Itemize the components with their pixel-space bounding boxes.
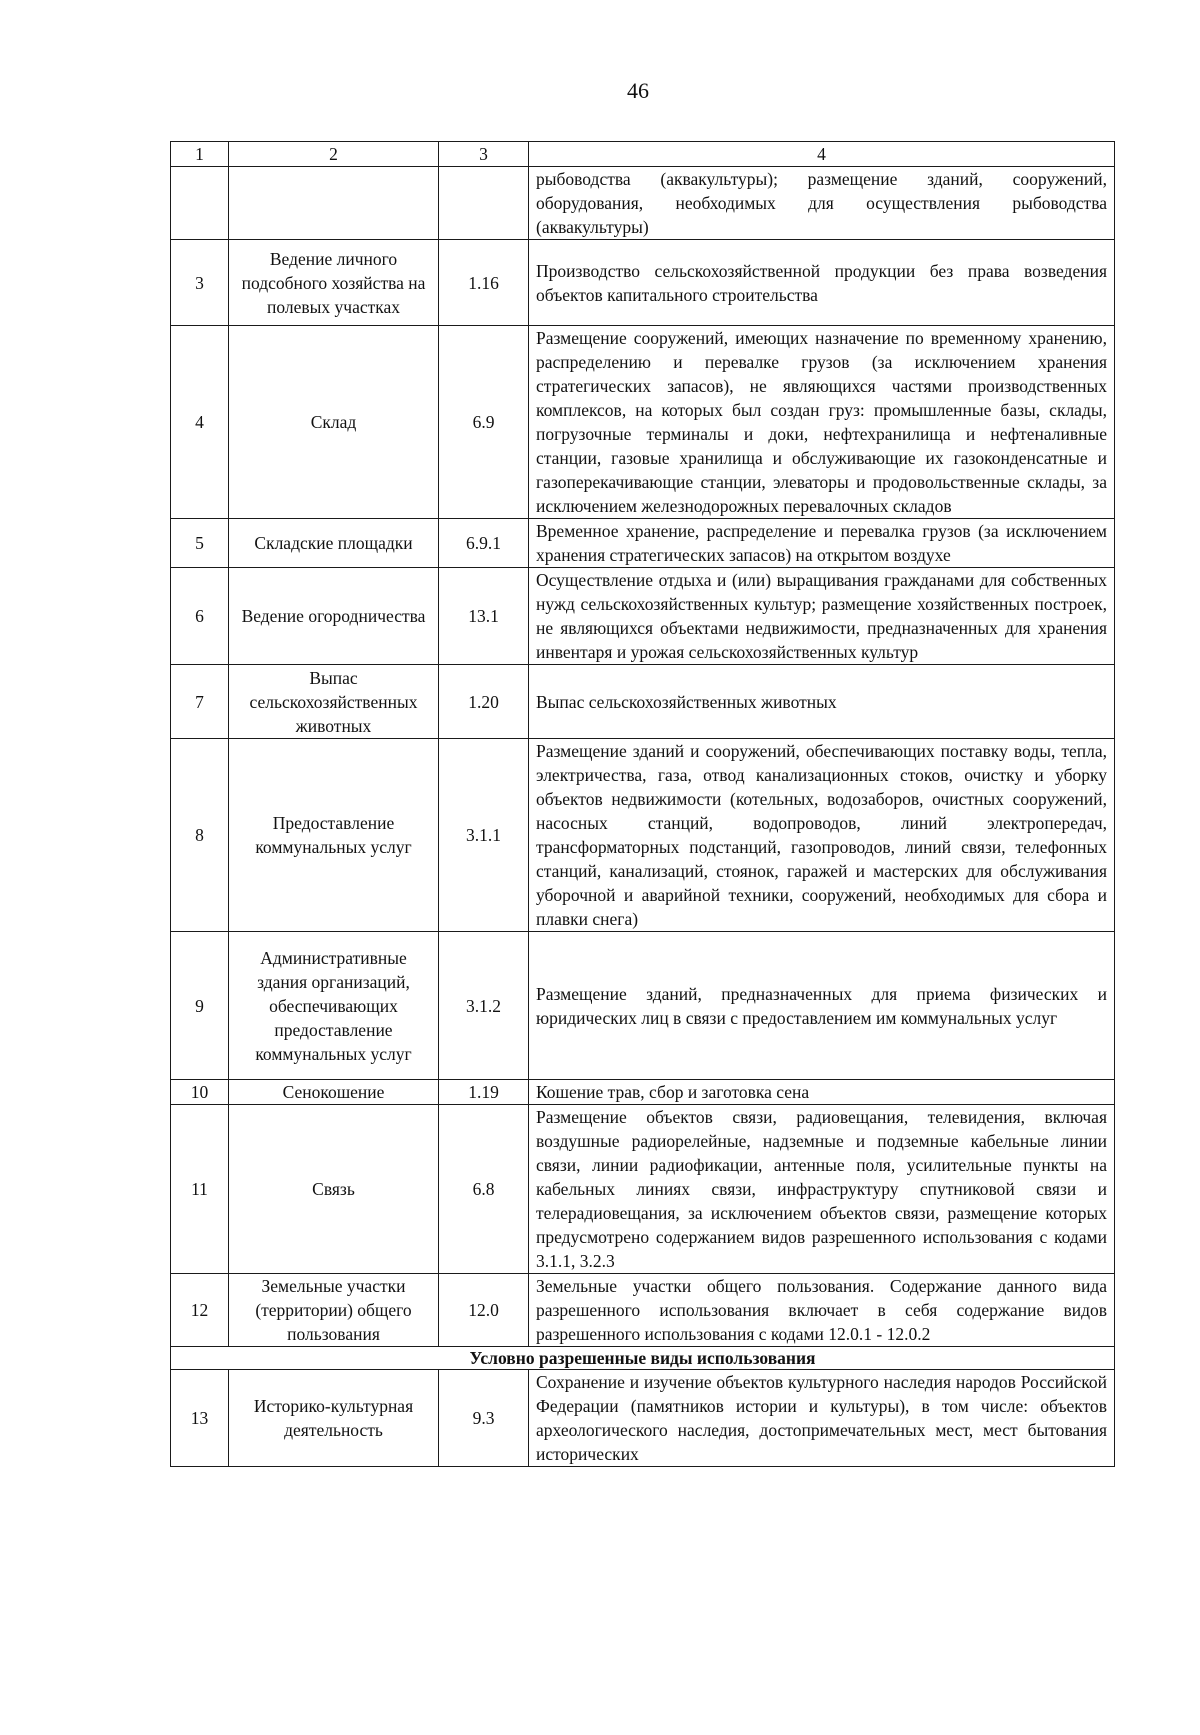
use-type-name: Предоставление коммунальных услуг [229,739,439,932]
header-col-2: 2 [229,142,439,167]
table-row [171,240,1115,326]
use-type-name [229,167,439,240]
use-type-code: 6.9 [439,326,529,519]
use-type-description: Размещение сооружений, имеющих назначение по временному хранению, распределению и перевалке грузов (за исключением хранения стратегических запасов), не являющихся частями производственных комплексов, на которых был создан груз: промышленные базы, склады, погрузочные терминалы и доки, нефтехранилища и нефтеналивные станции, газовые хранилища и обслуживающие их газоконденсатные и газоперекачивающие станции, элеваторы и продовольственные склады, за исключением железнодорожных перевалочных складов [529,326,1115,519]
use-type-description: Размещение зданий и сооружений, обеспечивающих поставку воды, тепла, электричества, газа, отвод канализационных стоков, очистку и уборку объектов недвижимости (котельных, водозаборов, очистных сооружений, насосных станций, водопроводов, линий электропередач, трансформаторных подстанций, газопроводов, линий связи, телефонных станций, канализаций, стоянок, гаражей и мастерских для обслуживания уборочной и аварийной техники, сооружений, необходимых для сбора и плавки снега) [529,739,1115,932]
use-type-code: 6.8 [439,1105,529,1274]
table-row [171,1274,1115,1347]
table-row [171,665,1115,739]
table-row [171,1105,1115,1274]
use-type-code [439,167,529,240]
row-number: 5 [171,519,229,568]
use-type-description: Производство сельскохозяйственной продукции без права возведения объектов капитального строительства [529,240,1115,326]
use-type-name: Ведение огородничества [229,568,439,665]
use-type-code: 1.16 [439,240,529,326]
header-row [171,142,1115,167]
row-number: 11 [171,1105,229,1274]
use-type-description: Кошение трав, сбор и заготовка сена [529,1080,1115,1105]
use-type-code: 12.0 [439,1274,529,1347]
table-row [171,326,1115,519]
row-number: 12 [171,1274,229,1347]
use-type-name: Связь [229,1105,439,1274]
use-type-description: Размещение зданий, предназначенных для приема физических и юридических лиц в связи с предоставлением им коммунальных услуг [529,932,1115,1080]
use-type-code: 13.1 [439,568,529,665]
table-row [171,1080,1115,1105]
use-type-name: Административные здания организаций, обеспечивающих предоставление коммунальных услуг [229,932,439,1080]
use-type-description: рыбоводства (аквакультуры); размещение зданий, сооружений, оборудования, необходимых для осуществления рыбоводства (аквакультуры) [529,167,1115,240]
table-row [171,167,1115,240]
use-type-code: 3.1.2 [439,932,529,1080]
table-row [171,739,1115,932]
header-col-4: 4 [529,142,1115,167]
table-row [171,519,1115,568]
page-number: 46 [627,78,649,103]
use-type-code: 9.3 [439,1370,529,1467]
table-row [171,1370,1115,1467]
header-col-1: 1 [171,142,229,167]
use-type-description: Сохранение и изучение объектов культурного наследия народов Российской Федерации (памятников истории и культуры), в том числе: объектов археологического наследия, достопримечательных мест, мест бытования исторических [529,1370,1115,1467]
use-type-name: Склад [229,326,439,519]
use-type-code: 1.20 [439,665,529,739]
table-row [171,568,1115,665]
use-type-description: Размещение объектов связи, радиовещания, телевидения, включая воздушные радиорелейные, надземные и подземные кабельные линии связи, линии радиофикации, антенные поля, усилительные пункты на кабельных линиях связи, инфраструктуру спутниковой связи и телерадиовещания, за исключением объектов связи, размещение которых предусмотрено содержанием видов разрешенного использования с кодами 3.1.1, 3.2.3 [529,1105,1115,1274]
row-number [171,167,229,240]
row-number: 7 [171,665,229,739]
use-type-name: Выпас сельскохозяйственных животных [229,665,439,739]
use-type-name: Историко-культурная деятельность [229,1370,439,1467]
use-type-name: Земельные участки (территории) общего пользования [229,1274,439,1347]
row-number: 4 [171,326,229,519]
row-number: 9 [171,932,229,1080]
section-title: Условно разрешенные виды использования [171,1347,1115,1370]
use-type-description: Выпас сельскохозяйственных животных [529,665,1115,739]
section-header-row [171,1347,1115,1370]
use-type-description: Осуществление отдыха и (или) выращивания гражданами для собственных нужд сельскохозяйственных культур; размещение хозяйственных построек, не являющихся объектами недвижимости, предназначенных для хранения инвентаря и урожая сельскохозяйственных культур [529,568,1115,665]
use-type-description: Земельные участки общего пользования. Содержание данного вида разрешенного использования включает в себя содержание видов разрешенного использования с кодами 12.0.1 - 12.0.2 [529,1274,1115,1347]
use-type-name: Сенокошение [229,1080,439,1105]
header-col-3: 3 [439,142,529,167]
row-number: 3 [171,240,229,326]
use-type-name: Ведение личного подсобного хозяйства на полевых участках [229,240,439,326]
use-type-name: Складские площадки [229,519,439,568]
row-number: 13 [171,1370,229,1467]
use-type-code: 1.19 [439,1080,529,1105]
row-number: 6 [171,568,229,665]
table-row [171,932,1115,1080]
use-type-description: Временное хранение, распределение и перевалка грузов (за исключением хранения стратегических запасов) на открытом воздухе [529,519,1115,568]
use-type-code: 3.1.1 [439,739,529,932]
land-use-table [170,141,1115,1467]
use-type-code: 6.9.1 [439,519,529,568]
row-number: 10 [171,1080,229,1105]
row-number: 8 [171,739,229,932]
